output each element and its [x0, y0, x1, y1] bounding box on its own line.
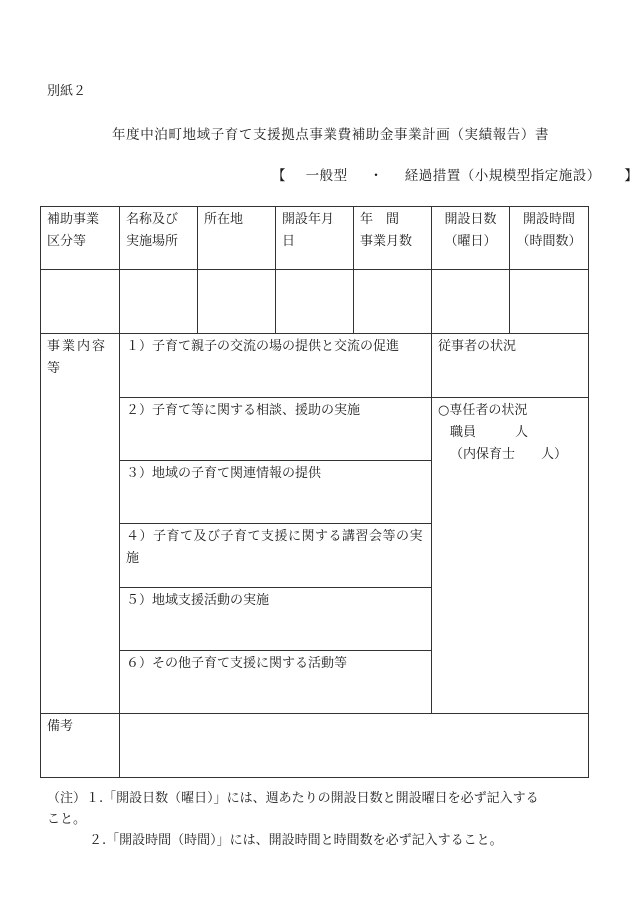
remarks-row [41, 714, 589, 778]
item-1[interactable]: １）子育て親子の交流の場の提供と交流の促進 [120, 334, 432, 398]
attachment-label: 別紙２ [47, 84, 87, 99]
item-5[interactable]: ５）地域支援活動の実施 [120, 588, 432, 651]
type-option-transitional: 経過措置（小規模型指定施設） [404, 168, 601, 184]
name-location-cell[interactable] [120, 270, 198, 334]
annual-months-cell[interactable] [354, 270, 432, 334]
header-address: 所在地 [198, 207, 276, 270]
note-line-2: こと。 [47, 812, 87, 827]
opening-days-cell[interactable] [432, 270, 510, 334]
header-name-location: 名称及び 実施場所 [120, 207, 198, 270]
address-cell[interactable] [198, 270, 276, 334]
type-separator: ・ [369, 168, 384, 184]
plan-table [40, 206, 589, 778]
item-4[interactable]: ４）子育て及び子育て支援に関する講習会等の実施 [120, 524, 432, 588]
header-annual-months: 年 間 事業月数 [354, 207, 432, 270]
staff-status-cell[interactable]: ○専任者の状況 職員 人 （内保育士 人） [432, 398, 589, 714]
staff-header-cell[interactable]: 従事者の状況 [432, 334, 589, 398]
header-opening-date: 開設年月 日 [276, 207, 354, 270]
open-bracket: 【 [272, 168, 286, 184]
item-row-1 [41, 334, 589, 398]
subsidy-category-cell[interactable] [41, 270, 120, 334]
header-opening-hours: 開設時間 （時間数） [510, 207, 589, 270]
document-title: 年度中泊町地域子育て支援拠点事業費補助金事業計画（実績報告）書 [112, 127, 550, 143]
type-option-general: 一般型 [305, 168, 348, 184]
note-line-3: ２.「開設時間（時間）」には、開設時間と時間数を必ず記入すること。 [89, 833, 503, 848]
remarks-cell[interactable] [120, 714, 589, 778]
header-subsidy-category: 補助事業 区分等 [41, 207, 120, 270]
data-row [41, 270, 589, 334]
note-line-1: （注）１.「開設日数（曜日）」には、週あたりの開設日数と開設曜日を必ず記入する [47, 791, 539, 806]
content-label-cell: 事業内容 等 [41, 334, 120, 714]
opening-hours-cell[interactable] [510, 270, 589, 334]
remarks-label-cell: 備考 [41, 714, 120, 778]
opening-date-cell[interactable] [276, 270, 354, 334]
item-2[interactable]: ２）子育て等に関する相談、援助の実施 [120, 398, 432, 461]
header-row [41, 207, 589, 270]
item-6[interactable]: ６）その他子育て支援に関する活動等 [120, 651, 432, 714]
item-3[interactable]: ３）地域の子育て関連情報の提供 [120, 461, 432, 524]
notes [47, 788, 592, 851]
item-row-2 [41, 398, 589, 461]
close-bracket: 】 [624, 168, 638, 184]
header-opening-days: 開設日数 （曜日） [432, 207, 510, 270]
facility-type-line [272, 164, 638, 184]
